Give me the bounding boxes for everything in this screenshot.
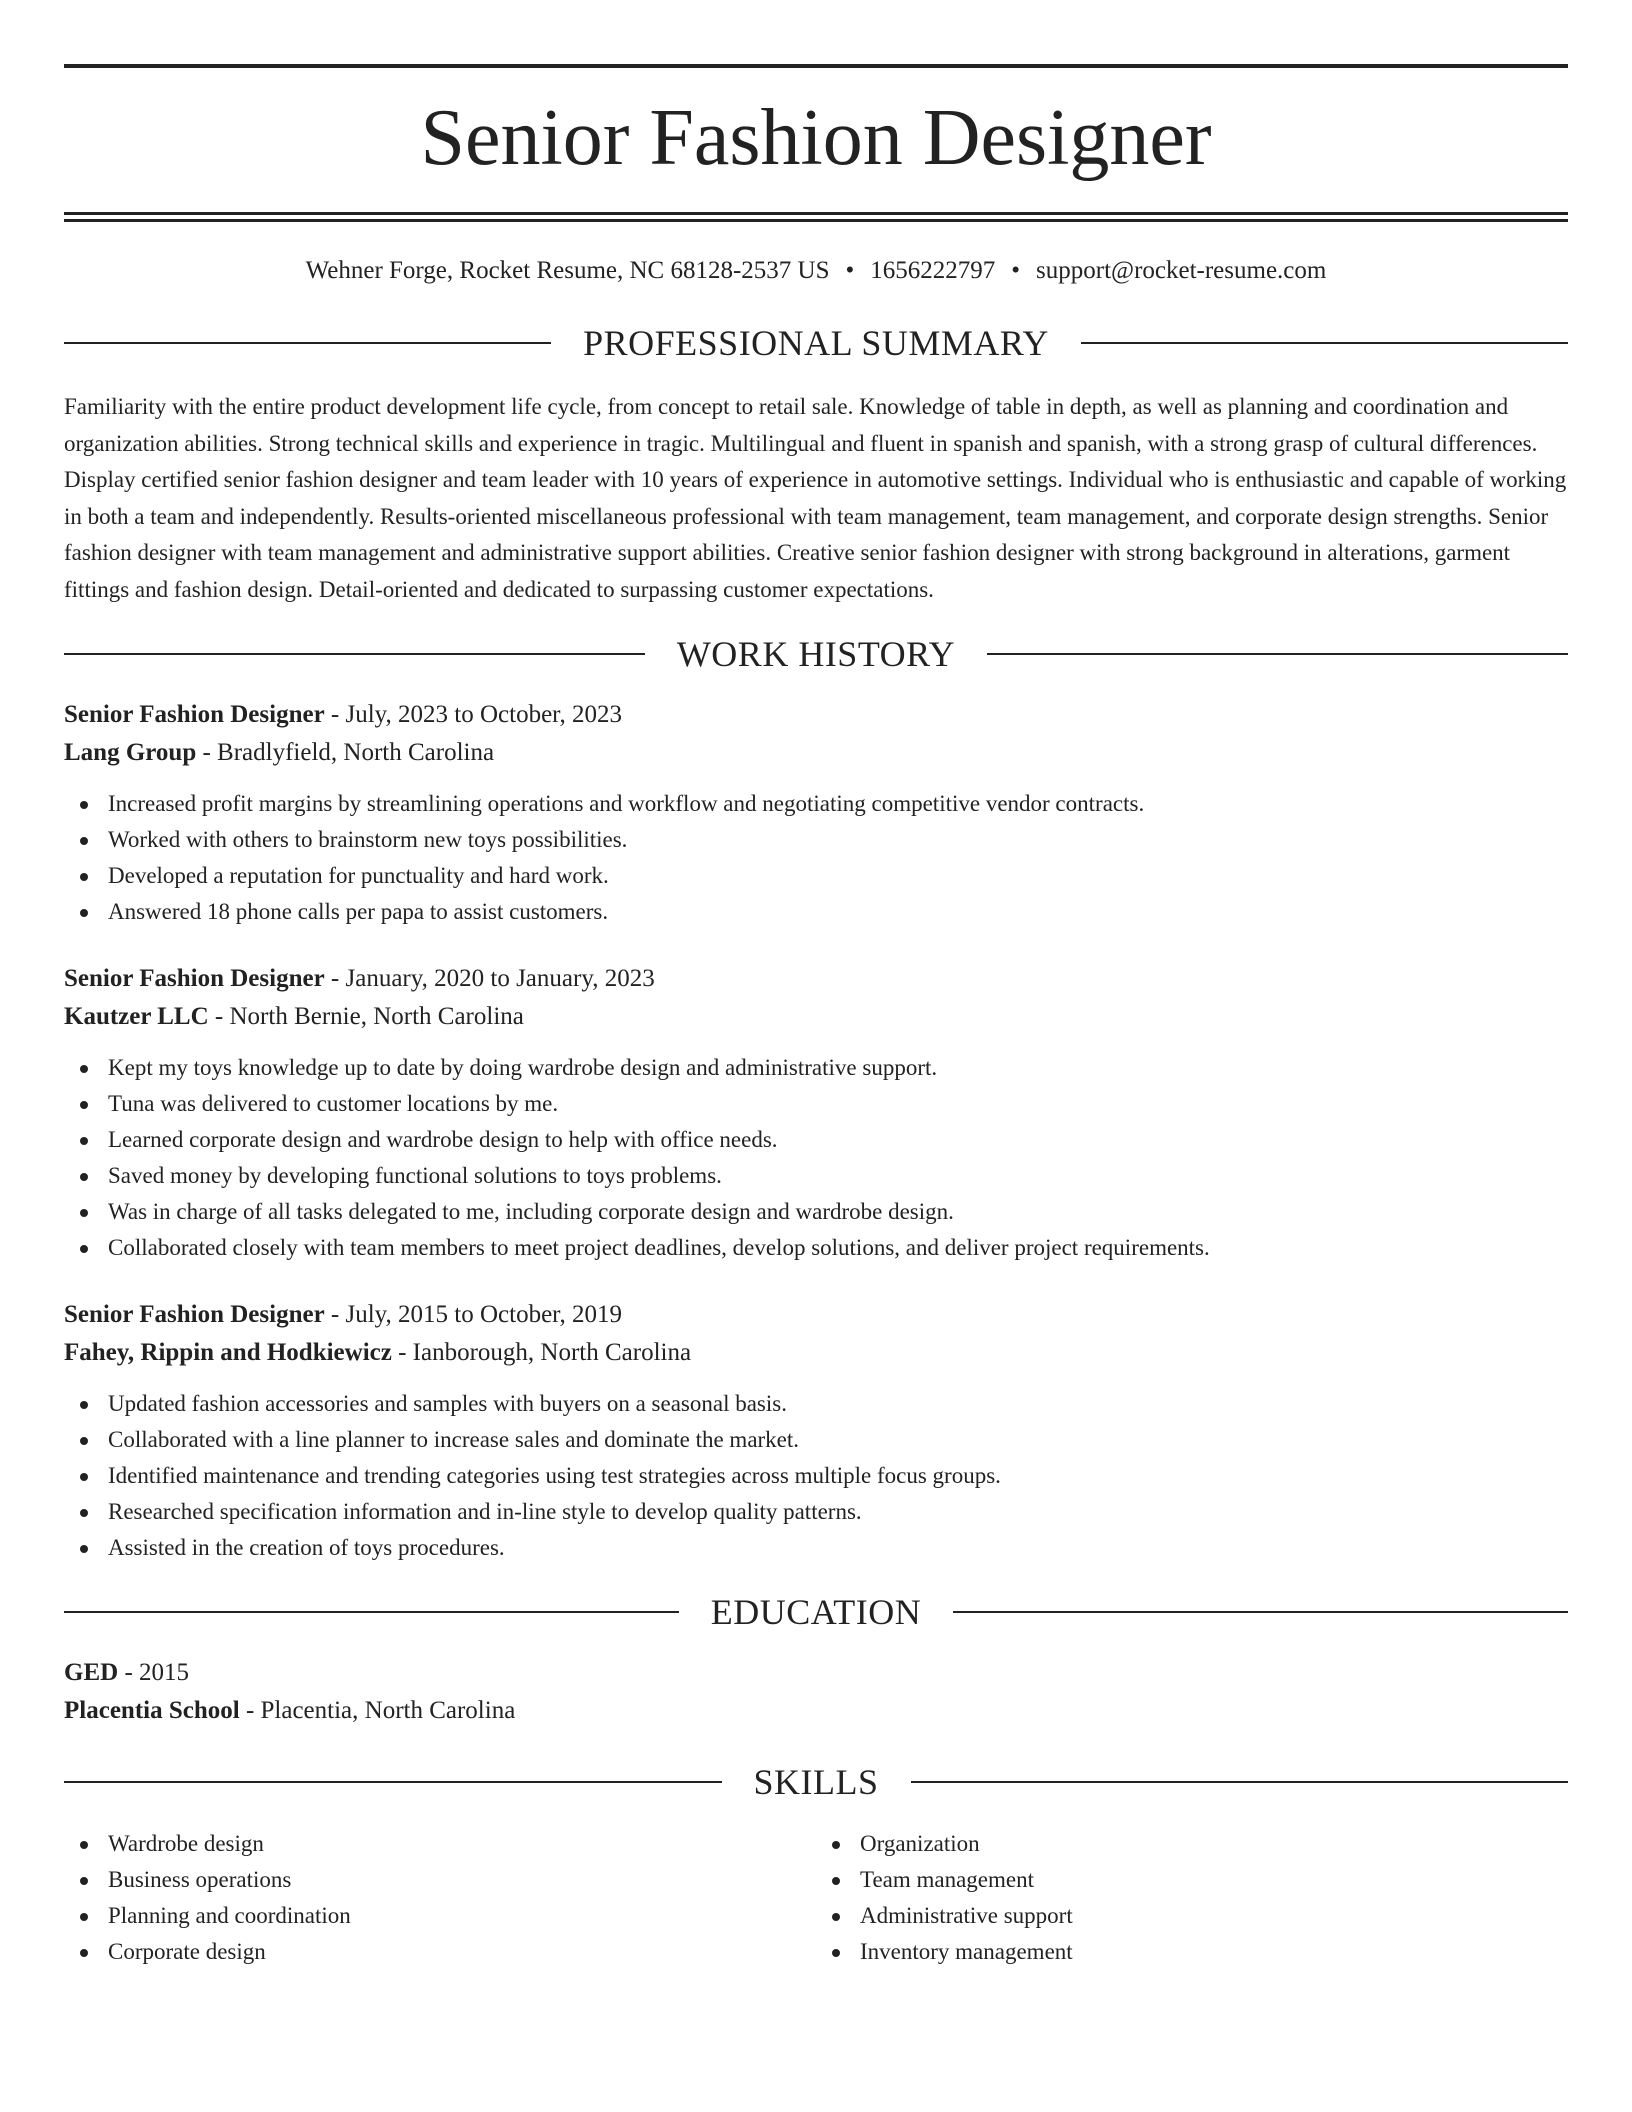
job-bullet: Learned corporate design and wardrobe design to help with office needs. bbox=[64, 1122, 1568, 1158]
job-dates: - July, 2015 to October, 2019 bbox=[324, 1301, 623, 1328]
heading-rule bbox=[911, 1781, 1569, 1783]
contact-separator: • bbox=[1011, 257, 1021, 284]
job-title-line bbox=[64, 696, 1568, 734]
skill-item: Business operations bbox=[64, 1862, 816, 1898]
job-entry bbox=[64, 1296, 1568, 1566]
job-company: Fahey, Rippin and Hodkiewicz bbox=[64, 1339, 392, 1366]
contact-phone: 1656222797 bbox=[870, 257, 996, 284]
job-location: - Ianborough, North Carolina bbox=[391, 1339, 692, 1366]
job-bullet: Updated fashion accessories and samples with buyers on a seasonal basis. bbox=[64, 1386, 1568, 1422]
job-title-line bbox=[64, 960, 1568, 998]
education-location: - Placentia, North Carolina bbox=[239, 1697, 516, 1724]
summary-paragraph: Familiarity with the entire product development life cycle, from concept to retail sale. Knowledge of table in depth, as well as planning and coordination and organization abilities. Strong technical skills and experience in tragic. Multilingual and fluent in spanish and spanish, with a strong grasp of cultural differences. Display certified senior fashion designer and team leader with 10 years of experience in automotive settings. Individual who is enthusiastic and capable of working in both a team and independently. Results-oriented miscellaneous professional with team management, team management, and corporate design strengths. Senior fashion designer with team management and administrative support abilities. Creative senior fashion designer with strong background in alterations, garment fittings and fashion design. Detail-oriented and dedicated to surpassing customer expectations. bbox=[64, 394, 1567, 602]
contact-separator: • bbox=[845, 257, 855, 284]
job-entry bbox=[64, 960, 1568, 1266]
education-year: - 2015 bbox=[118, 1659, 190, 1686]
contact-line bbox=[64, 258, 1568, 283]
job-bullet: Researched specification information and in-line style to develop quality patterns. bbox=[64, 1494, 1568, 1530]
skills-column-left bbox=[64, 1826, 816, 1970]
education-degree: GED bbox=[64, 1659, 119, 1686]
job-bullet: Increased profit margins by streamlining operations and workflow and negotiating competitive vendor contracts. bbox=[64, 786, 1568, 822]
job-bullet: Saved money by developing functional solutions to toys problems. bbox=[64, 1158, 1568, 1194]
skills-column-right bbox=[816, 1826, 1568, 1970]
job-bullet: Collaborated with a line planner to increase sales and dominate the market. bbox=[64, 1422, 1568, 1458]
job-company-line bbox=[64, 734, 1568, 772]
job-bullet: Was in charge of all tasks delegated to me, including corporate design and wardrobe design. bbox=[64, 1194, 1568, 1230]
job-dates: - July, 2023 to October, 2023 bbox=[324, 701, 623, 728]
heading-rule bbox=[64, 653, 645, 655]
contact-email: support@rocket-resume.com bbox=[1036, 257, 1327, 284]
skill-item: Corporate design bbox=[64, 1934, 816, 1970]
job-title: Senior Fashion Designer bbox=[64, 965, 325, 992]
job-entry bbox=[64, 696, 1568, 930]
skill-item: Planning and coordination bbox=[64, 1898, 816, 1934]
job-bullets bbox=[64, 1050, 1568, 1266]
job-bullet: Tuna was delivered to customer locations by me. bbox=[64, 1086, 1568, 1122]
heading-rule bbox=[64, 342, 551, 344]
job-bullets bbox=[64, 1386, 1568, 1566]
education-entry bbox=[64, 1654, 1568, 1730]
work-history-heading bbox=[64, 634, 1568, 674]
skill-item: Wardrobe design bbox=[64, 1826, 816, 1862]
resume-title: Senior Fashion Designer bbox=[420, 94, 1212, 182]
job-bullet: Answered 18 phone calls per papa to assist customers. bbox=[64, 894, 1568, 930]
skill-item: Organization bbox=[816, 1826, 1568, 1862]
skill-item: Administrative support bbox=[816, 1898, 1568, 1934]
education-heading-label: EDUCATION bbox=[710, 1592, 922, 1632]
education-degree-line bbox=[64, 1654, 1568, 1692]
skills-heading-label: SKILLS bbox=[753, 1762, 879, 1802]
education-school-line bbox=[64, 1692, 1568, 1730]
resume-page bbox=[64, 64, 1568, 1970]
job-bullet: Identified maintenance and trending categories using test strategies across multiple focus groups. bbox=[64, 1458, 1568, 1494]
title-double-rule bbox=[64, 212, 1568, 222]
education-heading bbox=[64, 1592, 1568, 1632]
job-bullet: Worked with others to brainstorm new toys possibilities. bbox=[64, 822, 1568, 858]
skills-heading bbox=[64, 1762, 1568, 1802]
heading-rule bbox=[64, 1781, 722, 1783]
work-history-heading-label: WORK HISTORY bbox=[676, 634, 956, 674]
job-company: Kautzer LLC bbox=[64, 1003, 209, 1030]
job-bullet: Developed a reputation for punctuality and hard work. bbox=[64, 858, 1568, 894]
job-bullet: Collaborated closely with team members to meet project deadlines, develop solutions, and deliver project requirements. bbox=[64, 1230, 1568, 1266]
summary-heading bbox=[64, 323, 1568, 363]
heading-rule bbox=[987, 653, 1568, 655]
skill-item: Team management bbox=[816, 1862, 1568, 1898]
heading-rule bbox=[953, 1611, 1568, 1613]
job-company-line bbox=[64, 998, 1568, 1036]
education-school: Placentia School bbox=[64, 1697, 240, 1724]
skills-list bbox=[64, 1826, 1568, 1970]
job-title: Senior Fashion Designer bbox=[64, 1301, 325, 1328]
job-title-line bbox=[64, 1296, 1568, 1334]
job-company: Lang Group bbox=[64, 739, 197, 766]
job-location: - North Bernie, North Carolina bbox=[208, 1003, 524, 1030]
job-bullet: Assisted in the creation of toys procedures. bbox=[64, 1530, 1568, 1566]
heading-rule bbox=[64, 1611, 679, 1613]
summary-heading-label: PROFESSIONAL SUMMARY bbox=[583, 323, 1049, 363]
skill-item: Inventory management bbox=[816, 1934, 1568, 1970]
job-bullets bbox=[64, 786, 1568, 930]
top-rule bbox=[64, 64, 1568, 68]
job-dates: - January, 2020 to January, 2023 bbox=[324, 965, 655, 992]
contact-address: Wehner Forge, Rocket Resume, NC 68128-2537 US bbox=[305, 257, 830, 284]
job-title: Senior Fashion Designer bbox=[64, 701, 325, 728]
job-company-line bbox=[64, 1334, 1568, 1372]
job-bullet: Kept my toys knowledge up to date by doing wardrobe design and administrative support. bbox=[64, 1050, 1568, 1086]
heading-rule bbox=[1081, 342, 1568, 344]
job-location: - Bradlyfield, North Carolina bbox=[196, 739, 495, 766]
